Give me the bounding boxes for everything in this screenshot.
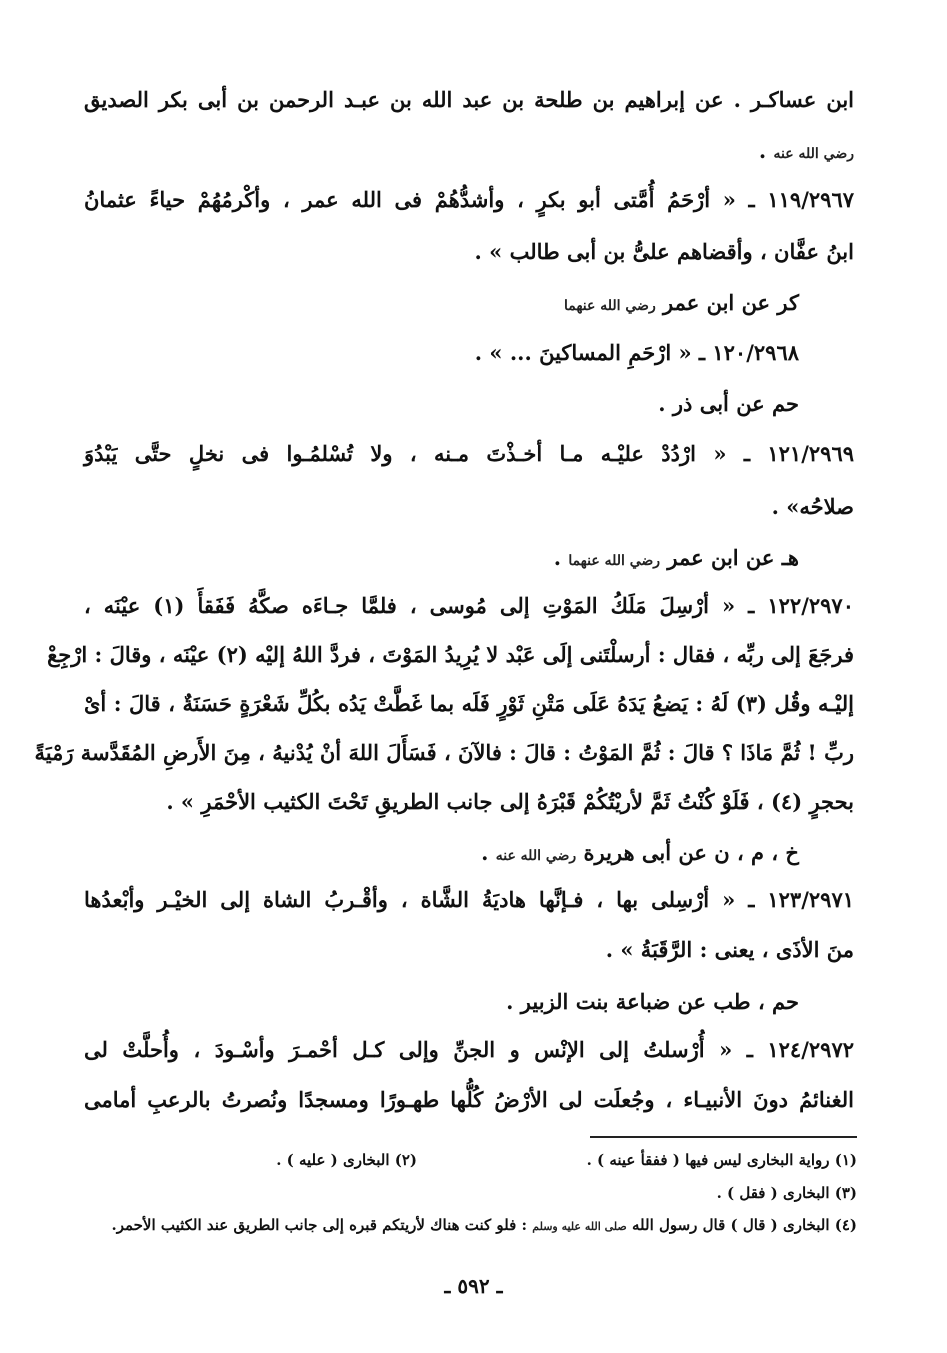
footnote-1: (١) رواية البخارى ليس فيها ( ففقأ عينه ) .	[586, 1151, 857, 1169]
hadith-124-line: ١٢٤/٢٩٧٢ ـ « أُرْسلتُ إلى الإنْس و الجنِّ وإلى كـل أحْمـرَ وأسْـودَ ، وأُحلَّتْ لى	[84, 1037, 854, 1062]
text-line: منَ الأذَى ، يعنى : الرَّقَبَةُ » .	[605, 937, 854, 962]
line-text: هـ عن ابن عمر	[667, 545, 799, 570]
page-number: ـ ٥٩٢ ـ	[444, 1274, 503, 1298]
line-text: .	[758, 138, 767, 163]
footnote-divider	[590, 1136, 857, 1138]
honorific-mark: صلى الله عليه وسلم	[532, 1220, 627, 1233]
text-line: الغنائمُ دونَ الأنبيـاء ، وجُعلَت لى الأرْضُ كُلُّها طهـورًا ومسجدًا ونُصرتُ بالرعبِ أمامى	[84, 1087, 854, 1112]
footnote-text: : فلو كنت هناك لأريتكم قبره إلى جانب الطريق عند الكثيب الأحمر.	[111, 1216, 528, 1234]
source-line: هـ عن ابن عمر رضي الله عنهما .	[553, 545, 799, 570]
text-line: ابنُ عفَّان ، وأقضاهم علىُّ بن أبى طالب » .	[474, 239, 854, 264]
source-line: خ ، م ، ن عن أبى هريرة رضي الله عنه .	[481, 840, 799, 865]
footnote-4	[111, 1212, 857, 1240]
hadith-121-line: ١٢١/٢٩٦٩ ـ « ارْدُدْ عليْـه مـا أخـذْتَ مـنه ، ولا تُسْلمُـوا فى نخلٍ حتَّى يَبْدُوَ	[84, 441, 854, 466]
honorific-mark: رضي الله عنهما	[568, 553, 661, 569]
text-line: إليْـه وقُل (٣) لَهُ : يَضعُ يَدَهُ عَلَى مَتْنِ ثَوْرٍ فَلَه بما غَطَّتْ يَدُه بكُلِّ شَعْرَةٍ حَسَنَةٌ ، قالَ : أىْ	[84, 691, 854, 716]
footnote-text: (٤) البخارى ( قال ) قال رسول الله	[631, 1216, 857, 1234]
source-line	[84, 283, 799, 326]
honorific-mark: رضي الله عنه	[773, 146, 854, 162]
text-line: فرجَعَ إلى ربِّه ، فقال : أرسلْتَنى إلَى عَبْد لا يُرِيدُ المَوْتَ ، فردَّ اللهُ إليْه (٢) عيْنَه ، وقالَ : ارْجِعْ	[47, 642, 854, 667]
line-text: خ ، م ، ن عن أبى هريرة	[583, 840, 799, 865]
honorific-mark: رضي الله عنه	[495, 848, 577, 864]
text-line: ابن عساكـر . عن إبراهيم بن طلحة بن عبد الله بن عبـد الرحمن بن أبى بكر الصديق	[84, 87, 854, 112]
hadith-122-line: ١٢٢/٢٩٧٠ ـ « أرْسِلَ مَلَكُ المَوْتِ إلى مُوسى ، فلمَّا جـاءَه صكَّهُ فَفَقأَ (١) عيْنَه ،	[84, 593, 854, 618]
text-line: بحجرٍ (٤) ، فَلَوْ كُنْتُ ثَمَّ لأريْتُكُمْ قَبْرَهُ إلى جانب الطريقِ تَحْتَ الكثيب الأحْمَرِ » .	[166, 789, 854, 814]
footnote-3: (٣) البخارى ( فقل ) .	[716, 1184, 857, 1202]
source-line: حم ، طب عن ضباعة بنت الزبير .	[506, 989, 799, 1014]
text-line: صلاحُه» .	[771, 494, 854, 519]
honorific-mark: رضي الله عنهما	[563, 298, 656, 314]
text-line: ربِّ ! ثُمَّ مَاذَا ؟ قالَ : ثُمَّ المَوْتُ : قالَ : فالآنَ ، فَسَأَلَ اللهَ أنْ يُدْنيهُ ، مِنَ الأَرضِ المُقَدَّسة رَمْيَةً	[34, 740, 854, 765]
source-line: حم عن أبى ذر .	[658, 391, 799, 416]
footnote-2: (٢) البخارى ( عليه ) .	[276, 1151, 417, 1169]
line-text: كر عن ابن عمر	[663, 290, 799, 315]
text-line	[84, 131, 854, 174]
hadith-123-line: ١٢٣/٢٩٧١ ـ « أرْسِلى بها ، فـإنَّها هاديَةُ الشَّاة ، وأقْـربُ الشاة إلى الخيْـر وأبْعدُها	[84, 887, 854, 912]
hadith-120-line: ١٢٠/٢٩٦٨ ـ « ارْحَمِ المساكينَ ... » .	[474, 340, 799, 365]
hadith-119-line: ١١٩/٢٩٦٧ ـ « أرْحَمُ أُمَّتى أبو بكرٍ ، وأشدُّهُمْ فى الله عمر ، وأكْرمُهُمْ حياءً عثمانُ	[84, 187, 854, 212]
